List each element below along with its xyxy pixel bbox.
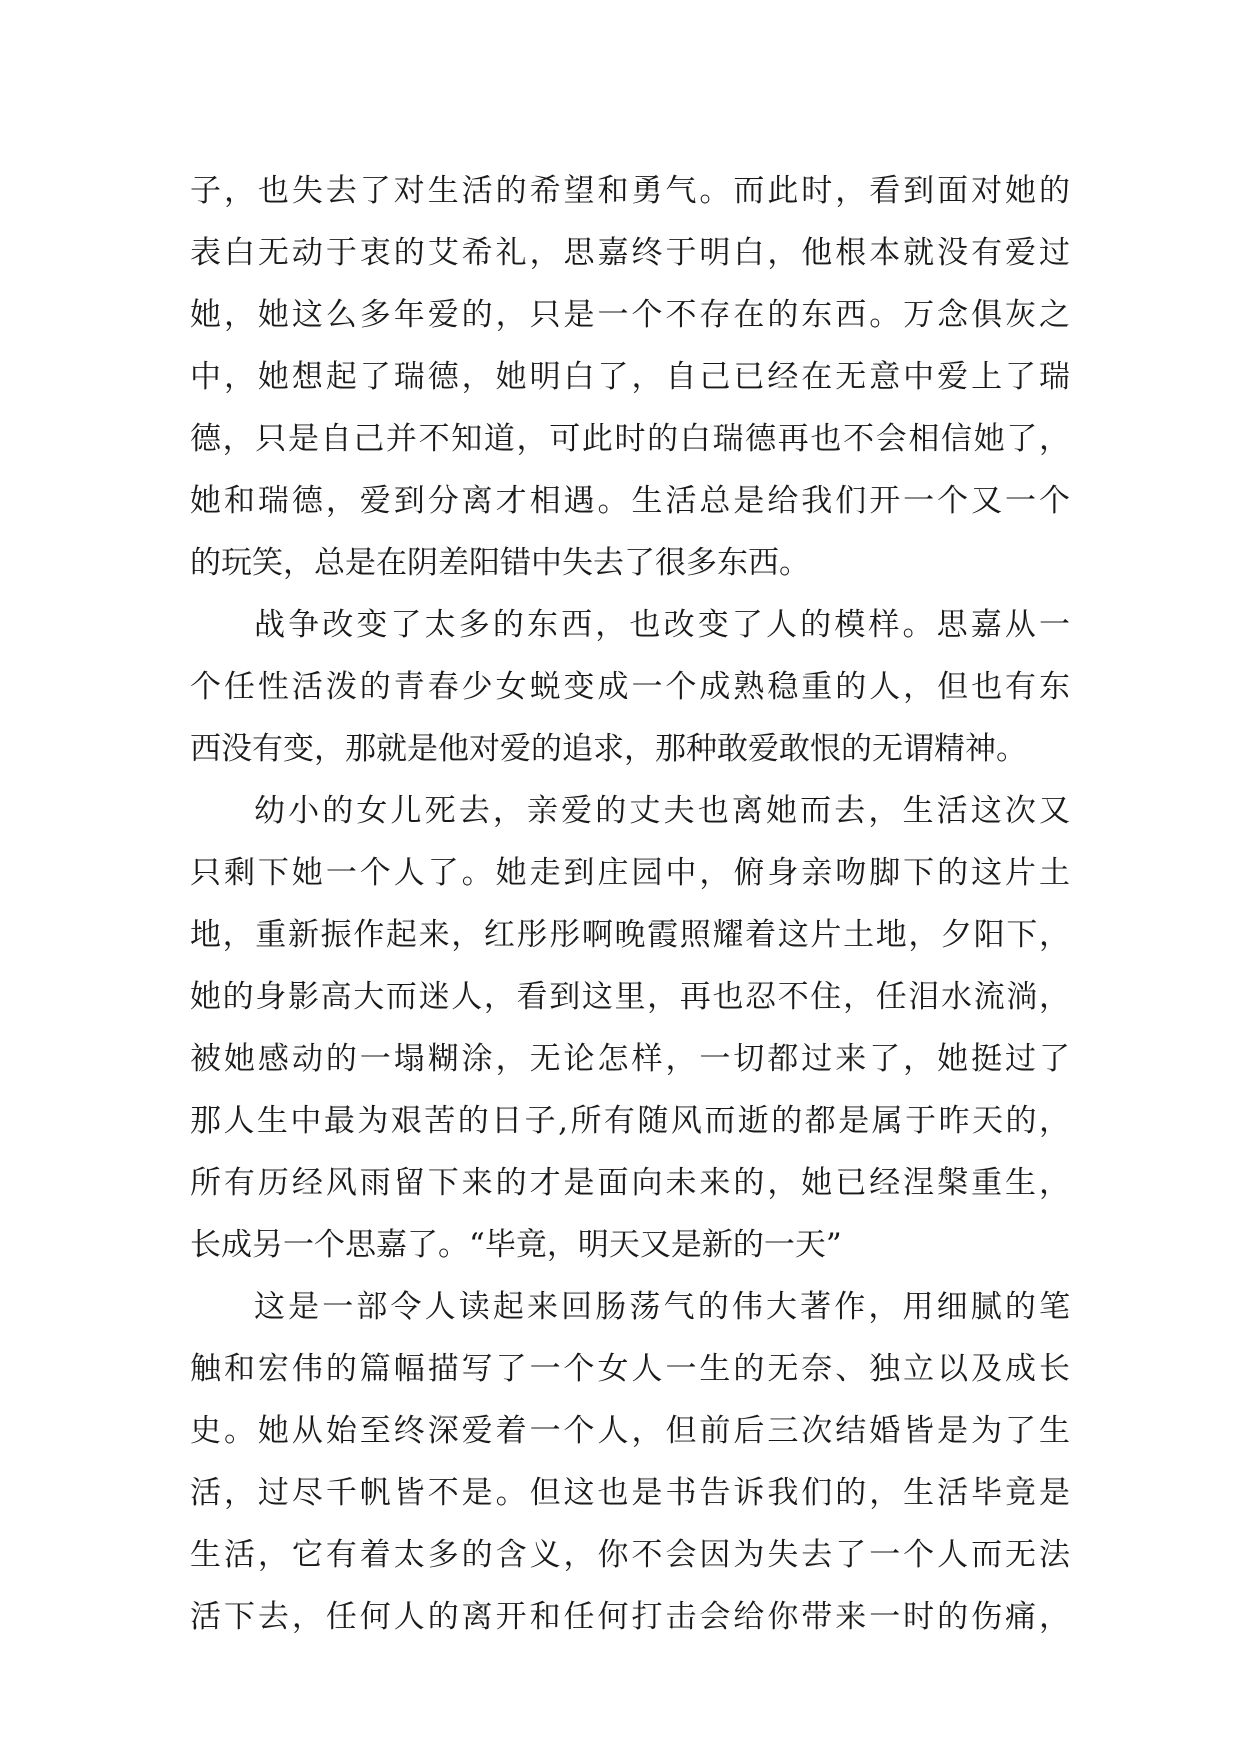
text-line: 子，也失去了对生活的希望和勇气。而此时，看到面对她的 <box>190 173 1070 209</box>
body-text <box>190 160 1070 1648</box>
text-line: 只剩下她一个人了。她走到庄园中，俯身亲吻脚下的这片土 <box>190 855 1070 891</box>
text-line: 触和宏伟的篇幅描写了一个女人一生的无奈、独立以及成长 <box>190 1351 1070 1387</box>
text-line: 表白无动于衷的艾希礼，思嘉终于明白，他根本就没有爱过 <box>190 235 1070 271</box>
text-line: 长成另一个思嘉了。“毕竟，明天又是新的一天” <box>190 1227 842 1263</box>
text-line: 幼小的女儿死去，亲爱的丈夫也离她而去，生活这次又 <box>254 793 1070 829</box>
text-line: 德，只是自己并不知道，可此时的白瑞德再也不会相信她了， <box>190 421 1070 457</box>
text-line: 的玩笑，总是在阴差阳错中失去了很多东西。 <box>190 545 810 581</box>
text-line: 这是一部令人读起来回肠荡气的伟大著作，用细腻的笔 <box>254 1289 1070 1325</box>
text-line: 所有历经风雨留下来的才是面向未来的，她已经涅槃重生， <box>190 1165 1070 1201</box>
text-line: 那人生中最为艰苦的日子,所有随风而逝的都是属于昨天的， <box>190 1103 1070 1139</box>
text-line: 中，她想起了瑞德，她明白了，自己已经在无意中爱上了瑞 <box>190 359 1070 395</box>
text-line: 生活，它有着太多的含义，你不会因为失去了一个人而无法 <box>190 1537 1070 1573</box>
text-line: 西没有变，那就是他对爱的追求，那种敢爱敢恨的无谓精神。 <box>190 731 1027 767</box>
text-line: 活，过尽千帆皆不是。但这也是书告诉我们的，生活毕竟是 <box>190 1475 1070 1511</box>
text-line: 史。她从始至终深爱着一个人，但前后三次结婚皆是为了生 <box>190 1413 1070 1449</box>
text-line: 地，重新振作起来，红彤彤啊晚霞照耀着这片土地，夕阳下， <box>190 917 1070 953</box>
text-line: 她的身影高大而迷人，看到这里，再也忍不住，任泪水流淌， <box>190 979 1070 1015</box>
text-line: 个任性活泼的青春少女蜕变成一个成熟稳重的人，但也有东 <box>190 669 1070 705</box>
text-line: 她和瑞德，爱到分离才相遇。生活总是给我们开一个又一个 <box>190 483 1070 519</box>
text-line: 战争改变了太多的东西，也改变了人的模样。思嘉从一 <box>254 607 1070 643</box>
text-line: 被她感动的一塌糊涂，无论怎样，一切都过来了，她挺过了 <box>190 1041 1070 1077</box>
text-line: 活下去，任何人的离开和任何打击会给你带来一时的伤痛， <box>190 1599 1070 1635</box>
text-line: 她，她这么多年爱的，只是一个不存在的东西。万念俱灰之 <box>190 297 1070 333</box>
